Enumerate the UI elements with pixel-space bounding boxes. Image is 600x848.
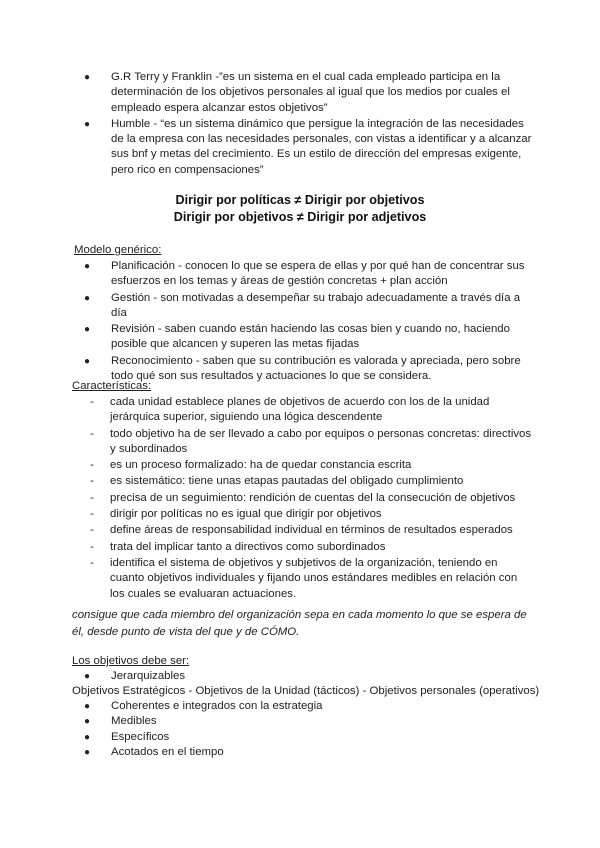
list-item-text: Humble - “es un sistema dinámico que persigue la integración de las necesidades de la empresa con las necesidades personales, con vistas a identificar y a alcanzar sus bnf y metas del crecimiento. Es un estilo de dirección del empresas exigente, pero rico en compensaciones” <box>111 117 532 176</box>
list-item <box>72 427 534 458</box>
bullet-icon: ● <box>84 701 91 712</box>
list-item-text: todo objetivo ha de ser llevado a cabo por equipos o personas concretas: directivos y subordinados <box>110 427 532 455</box>
dash-marker: - <box>90 491 94 504</box>
list-item <box>84 259 532 290</box>
bullet-icon: ● <box>84 355 91 367</box>
bullet-icon: ● <box>84 716 91 728</box>
list-item <box>72 491 534 506</box>
list-item <box>72 395 534 426</box>
list-item-text: Reconocimiento - saben que su contribución es valorada y apreciada, pero sobre todo qué son sus resultados y actuaciones lo que se considera. <box>111 354 521 383</box>
dash-marker: - <box>90 459 94 472</box>
list-item-text: Planificación - conocen lo que se espera de ellas y por qué han de concentrar sus esfuerzos en los temas y áreas de gestión concretas + plan acción <box>111 260 525 288</box>
bullet-icon: ● <box>84 72 91 83</box>
center-line-2: Dirigir por objetivos ≠ Dirigir por adjetivos <box>173 210 427 224</box>
list-item <box>84 730 532 745</box>
objetivos-hierarchy-line: Objetivos Estratégicos - Objetivos de la Unidad (tácticos) - Objetivos personales (operativos) <box>72 685 540 697</box>
list-item-text: Revisión - saben cuando están haciendo las cosas bien y cuando no, haciendo posible que alcancen y superen las metas fijadas <box>111 323 510 351</box>
list-item <box>84 669 532 684</box>
list-item <box>84 354 532 385</box>
list-item <box>72 556 534 602</box>
caracteristicas-heading: Características: <box>72 380 152 392</box>
list-item-text: Gestión - son motivadas a desempeñar su trabajo adecuadamente a través día a día <box>111 291 521 319</box>
list-item <box>72 523 534 538</box>
dash-marker: - <box>90 524 94 537</box>
bullet-icon: ● <box>84 731 91 743</box>
italic-note: consigue que cada miembro del organización sepa en cada momento lo que se espera de él, desde punto de vista del que y de CÓMO. <box>72 609 527 638</box>
dash-marker: - <box>90 540 94 553</box>
list-item <box>72 458 534 473</box>
list-item-text: precisa de un seguimiento: rendición de cuentas del la consecución de objetivos <box>110 491 516 504</box>
bullet-icon: ● <box>84 671 91 682</box>
objetivos-first-list <box>84 669 532 684</box>
list-item <box>84 699 532 714</box>
list-item-text: define áreas de responsabilidad individual en términos de resultados esperados <box>110 524 513 537</box>
list-item <box>72 540 534 555</box>
list-item-text: es un proceso formalizado: ha de quedar constancia escrita <box>110 459 412 472</box>
list-item-text: trata del implicar tanto a directivos como subordinados <box>110 540 386 553</box>
list-item <box>84 745 532 760</box>
bullet-icon: ● <box>84 118 91 130</box>
bullet-icon: ● <box>84 746 91 758</box>
list-item <box>72 507 534 522</box>
list-item <box>84 117 532 178</box>
list-item-text: Coherentes e integrados con la estrategia <box>111 700 323 712</box>
modelo-list <box>84 259 532 384</box>
bullet-icon: ● <box>84 261 91 272</box>
center-line-1: Dirigir por políticas ≠ Dirigir por objetivos <box>175 193 425 207</box>
list-item-text: Medibles <box>111 715 157 728</box>
dash-marker: - <box>90 556 94 569</box>
list-item-text: G.R Terry y Franklin -”es un sistema en el cual cada empleado participa en la determinación de los objetivos personales al igual que los medios por cuales el empleado espera alcanzar estos objetivos” <box>111 71 510 114</box>
dash-marker: - <box>90 396 94 408</box>
list-item-text: es sistemático: tiene unas etapas pautadas del obligado cumplimiento <box>110 475 464 488</box>
list-item-text: dirigir por políticas no es igual que dirigir por objetivos <box>110 508 382 521</box>
list-item-text: Acotados en el tiempo <box>111 745 224 758</box>
objetivos-list <box>84 699 532 760</box>
list-item <box>84 714 532 729</box>
list-item-text: identifica el sistema de objetivos y subjetivos de la organización, teniendo en cuanto objetivos individuales y fijando unos estándares medibles en relación con los cuales se evaluaran actuaciones. <box>110 556 518 600</box>
dash-marker: - <box>90 475 94 488</box>
objetivos-heading: Los objetivos debe ser: <box>72 655 190 667</box>
modelo-heading: Modelo genérico: <box>74 244 162 256</box>
list-item-text: Específicos <box>111 730 170 743</box>
dash-marker: - <box>90 427 94 440</box>
list-item <box>72 474 534 489</box>
caracteristicas-list <box>72 395 534 602</box>
list-item-text: Jerarquizables <box>111 670 186 682</box>
list-item <box>84 322 532 353</box>
intro-bullet-list <box>84 70 532 178</box>
list-item <box>84 70 532 116</box>
list-item-text: cada unidad establece planes de objetivos de acuerdo con los de la unidad jerárquica superior, siguiendo una lógica descendente <box>110 396 490 424</box>
list-item <box>84 291 532 322</box>
bullet-icon: ● <box>84 292 91 304</box>
bullet-icon: ● <box>84 324 91 336</box>
dash-marker: - <box>90 508 94 521</box>
